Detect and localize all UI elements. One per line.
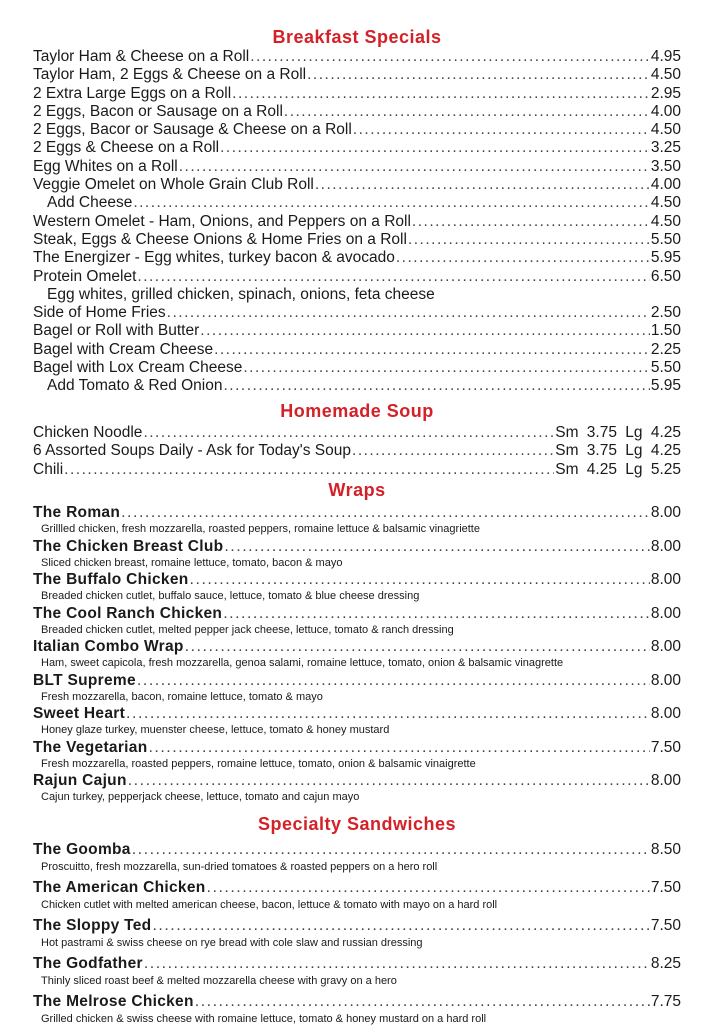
dot-leader bbox=[152, 915, 649, 936]
menu-row bbox=[33, 953, 681, 974]
item-name: Steak, Eggs & Cheese Onions & Home Fries on a Roll bbox=[33, 230, 407, 248]
item-price: 8.25 bbox=[650, 954, 681, 972]
item-name: Add Tomato & Red Onion bbox=[47, 377, 223, 395]
item-price: 5.50 bbox=[650, 359, 681, 377]
item-price: 8.50 bbox=[650, 840, 681, 858]
dot-leader bbox=[353, 121, 650, 139]
item-description: Proscuitto, fresh mozzarella, sun-dried tomatoes & roasted peppers on a hero roll bbox=[41, 860, 438, 873]
wraps-title: Wraps bbox=[328, 480, 386, 501]
item-name: Add Cheese bbox=[47, 194, 133, 212]
item-price: Sm 3.75 Lg 4.25 bbox=[555, 423, 681, 441]
item-price: 2.50 bbox=[650, 304, 681, 322]
item-note: Egg whites, grilled chicken, spinach, onions, feta cheese bbox=[47, 285, 435, 303]
breakfast-title: Breakfast Specials bbox=[272, 27, 442, 47]
menu-row bbox=[33, 48, 681, 66]
item-name: Sweet Heart bbox=[33, 705, 126, 723]
item-name: The Buffalo Chicken bbox=[33, 571, 189, 589]
item-name: 6 Assorted Soups Daily - Ask for Today's Soup bbox=[33, 442, 352, 460]
menu-row bbox=[33, 537, 681, 556]
menu-row bbox=[33, 738, 681, 757]
item-name: Bagel or Roll with Butter bbox=[33, 322, 200, 340]
soup-list bbox=[33, 424, 681, 480]
menu-row bbox=[33, 461, 681, 480]
item-name: The Goomba bbox=[33, 840, 131, 858]
menu-row bbox=[33, 194, 681, 212]
dot-leader bbox=[195, 991, 650, 1012]
dot-leader bbox=[132, 839, 650, 860]
item-name: 2 Eggs, Bacon or Sausage on a Roll bbox=[33, 102, 283, 120]
dot-leader bbox=[232, 85, 650, 103]
dot-leader bbox=[315, 176, 650, 194]
item-name: Chili bbox=[33, 460, 64, 478]
item-price: 2.95 bbox=[650, 84, 681, 102]
menu-row bbox=[33, 322, 681, 340]
item-price: 8.00 bbox=[650, 537, 681, 555]
dot-leader bbox=[137, 268, 649, 286]
item-price: Sm 3.75 Lg 4.25 bbox=[555, 442, 681, 460]
item-description: Hot pastrami & swiss cheese on rye bread with cole slaw and russian dressing bbox=[41, 936, 423, 949]
menu-row bbox=[33, 877, 681, 898]
dot-leader bbox=[133, 194, 650, 212]
menu-row bbox=[33, 176, 681, 194]
item-price: 4.95 bbox=[650, 48, 681, 65]
item-price: 5.95 bbox=[650, 377, 681, 395]
dot-leader bbox=[64, 461, 554, 480]
dot-leader bbox=[121, 503, 650, 522]
item-description: Fresh mozzarella, roasted peppers, romaine lettuce, tomato, onion & balsamic vinaigrette bbox=[41, 757, 476, 770]
item-description: Breaded chicken cutlet, melted pepper jack cheese, lettuce, tomato & ranch dressing bbox=[41, 623, 454, 636]
dot-leader bbox=[284, 103, 650, 121]
breakfast-list bbox=[33, 48, 681, 396]
sandwiches-list bbox=[33, 839, 681, 1029]
item-price: 4.00 bbox=[650, 176, 681, 194]
menu-row bbox=[33, 637, 681, 656]
item-name: The Cool Ranch Chicken bbox=[33, 604, 223, 622]
item-price: 4.50 bbox=[650, 121, 681, 139]
item-name: The American Chicken bbox=[33, 878, 206, 896]
menu-row bbox=[33, 85, 681, 103]
item-name: Taylor Ham & Cheese on a Roll bbox=[33, 48, 250, 65]
dot-leader bbox=[144, 953, 650, 974]
dot-leader bbox=[190, 570, 650, 589]
item-price: 8.00 bbox=[650, 604, 681, 622]
item-description: Cajun turkey, pepperjack cheese, lettuce, tomato and cajun mayo bbox=[41, 791, 360, 804]
dot-leader bbox=[412, 213, 650, 231]
dot-leader bbox=[128, 771, 650, 790]
wraps-list bbox=[33, 503, 681, 805]
sandwiches-title: Specialty Sandwiches bbox=[257, 813, 457, 834]
item-name: Western Omelet - Ham, Onions, and Peppers on a Roll bbox=[33, 212, 411, 230]
item-price: 7.50 bbox=[650, 878, 681, 896]
menu-row bbox=[33, 503, 681, 522]
item-price: 6.50 bbox=[650, 267, 681, 285]
dot-leader bbox=[126, 704, 650, 723]
menu-row bbox=[33, 213, 681, 231]
soup-title: Homemade Soup bbox=[280, 400, 434, 421]
menu-row bbox=[33, 570, 681, 589]
menu-row bbox=[33, 671, 681, 690]
item-name: The Godfather bbox=[33, 954, 143, 972]
item-name: Egg Whites on a Roll bbox=[33, 157, 178, 175]
menu-page bbox=[33, 26, 681, 1029]
item-price: 1.50 bbox=[650, 322, 681, 340]
item-description: Chicken cutlet with melted american cheese, bacon, lettuce & tomato with mayo on a hard roll bbox=[41, 898, 498, 911]
menu-row bbox=[33, 139, 681, 157]
item-name: Veggie Omelet on Whole Grain Club Roll bbox=[33, 176, 314, 194]
menu-row bbox=[33, 66, 681, 84]
dot-leader bbox=[223, 604, 650, 623]
menu-row bbox=[33, 304, 681, 322]
dot-leader bbox=[243, 359, 649, 377]
item-price: 3.50 bbox=[650, 157, 681, 175]
item-name: 2 Eggs & Cheese on a Roll bbox=[33, 139, 220, 157]
item-name: The Vegetarian bbox=[33, 738, 148, 756]
item-description: Breaded chicken cutlet, buffalo sauce, lettuce, tomato & blue cheese dressing bbox=[41, 590, 420, 603]
dot-leader bbox=[143, 424, 554, 443]
item-name: The Energizer - Egg whites, turkey bacon & avocado bbox=[33, 249, 395, 267]
item-name: Bagel with Lox Cream Cheese bbox=[33, 359, 243, 377]
dot-leader bbox=[307, 66, 650, 84]
dot-leader bbox=[352, 442, 554, 461]
item-price: 7.75 bbox=[650, 992, 681, 1010]
item-price: 8.00 bbox=[650, 772, 681, 790]
item-name: Protein Omelet bbox=[33, 267, 137, 285]
item-price: 5.95 bbox=[650, 249, 681, 267]
dot-leader bbox=[167, 304, 650, 322]
item-price: 7.50 bbox=[650, 916, 681, 934]
menu-row bbox=[33, 442, 681, 461]
menu-row bbox=[33, 268, 681, 286]
menu-row bbox=[33, 249, 681, 267]
dot-leader bbox=[179, 158, 650, 176]
item-price: 4.50 bbox=[650, 194, 681, 212]
item-price: 4.50 bbox=[650, 66, 681, 84]
item-name: The Chicken Breast Club bbox=[33, 537, 224, 555]
menu-row bbox=[33, 771, 681, 790]
item-description: Honey glaze turkey, muenster cheese, lettuce, tomato & honey mustard bbox=[41, 724, 390, 737]
dot-leader bbox=[185, 637, 650, 656]
menu-row bbox=[33, 915, 681, 936]
menu-row bbox=[33, 341, 681, 359]
item-price: 8.00 bbox=[650, 504, 681, 522]
item-description: Thinly sliced roast beef & melted mozzarella cheese with gravy on a hero bbox=[41, 974, 397, 987]
item-price: 3.25 bbox=[650, 139, 681, 157]
menu-row bbox=[33, 704, 681, 723]
dot-leader bbox=[224, 537, 649, 556]
item-description: Grilled chicken & swiss cheese with romaine lettuce, tomato & honey mustard on a hard roll bbox=[41, 1012, 487, 1025]
menu-row bbox=[33, 103, 681, 121]
menu-row bbox=[33, 231, 681, 249]
menu-row bbox=[33, 991, 681, 1012]
dot-leader bbox=[207, 877, 650, 898]
dot-leader bbox=[214, 341, 650, 359]
item-name: Side of Home Fries bbox=[33, 304, 166, 322]
item-description: Grillled chicken, fresh mozzarella, roasted peppers, romaine lettuce & balsamic vinagriette bbox=[41, 523, 480, 536]
item-name: Italian Combo Wrap bbox=[33, 638, 184, 656]
item-price: Sm 4.25 Lg 5.25 bbox=[555, 460, 681, 478]
item-name: The Roman bbox=[33, 504, 121, 522]
item-description: Ham, sweet capicola, fresh mozzarella, genoa salami, romaine lettuce, tomato, onion & balsamic vinagrette bbox=[41, 657, 564, 670]
menu-row bbox=[33, 604, 681, 623]
item-name: 2 Extra Large Eggs on a Roll bbox=[33, 84, 232, 102]
item-name: The Sloppy Ted bbox=[33, 916, 152, 934]
item-description: Sliced chicken breast, romaine lettuce, tomato, bacon & mayo bbox=[41, 556, 343, 569]
item-price: 5.50 bbox=[650, 230, 681, 248]
menu-row bbox=[33, 158, 681, 176]
item-price: 4.50 bbox=[650, 212, 681, 230]
menu-row bbox=[33, 839, 681, 860]
dot-leader bbox=[137, 671, 650, 690]
item-name: The Melrose Chicken bbox=[33, 992, 194, 1010]
dot-leader bbox=[408, 231, 650, 249]
item-name: Taylor Ham, 2 Eggs & Cheese on a Roll bbox=[33, 66, 307, 84]
dot-leader bbox=[224, 377, 650, 395]
item-name: Chicken Noodle bbox=[33, 423, 143, 441]
dot-leader bbox=[396, 249, 650, 267]
menu-row bbox=[33, 424, 681, 443]
item-name: BLT Supreme bbox=[33, 671, 136, 689]
item-name: Bagel with Cream Cheese bbox=[33, 340, 214, 358]
dot-leader bbox=[148, 738, 649, 757]
menu-row bbox=[33, 377, 681, 395]
item-name: 2 Eggs, Bacor or Sausage & Cheese on a Roll bbox=[33, 121, 352, 139]
dot-leader bbox=[250, 48, 650, 66]
item-description: Fresh mozzarella, bacon, romaine lettuce, tomato & mayo bbox=[41, 690, 323, 703]
item-price: 8.00 bbox=[650, 571, 681, 589]
item-price: 8.00 bbox=[650, 638, 681, 656]
menu-row bbox=[33, 121, 681, 139]
item-price: 4.00 bbox=[650, 102, 681, 120]
item-price: 8.00 bbox=[650, 671, 681, 689]
dot-leader bbox=[200, 322, 650, 340]
menu-row bbox=[33, 359, 681, 377]
item-price: 2.25 bbox=[650, 340, 681, 358]
dot-leader bbox=[220, 139, 650, 157]
item-name: Rajun Cajun bbox=[33, 772, 127, 790]
item-price: 7.50 bbox=[650, 738, 681, 756]
item-price: 8.00 bbox=[650, 705, 681, 723]
